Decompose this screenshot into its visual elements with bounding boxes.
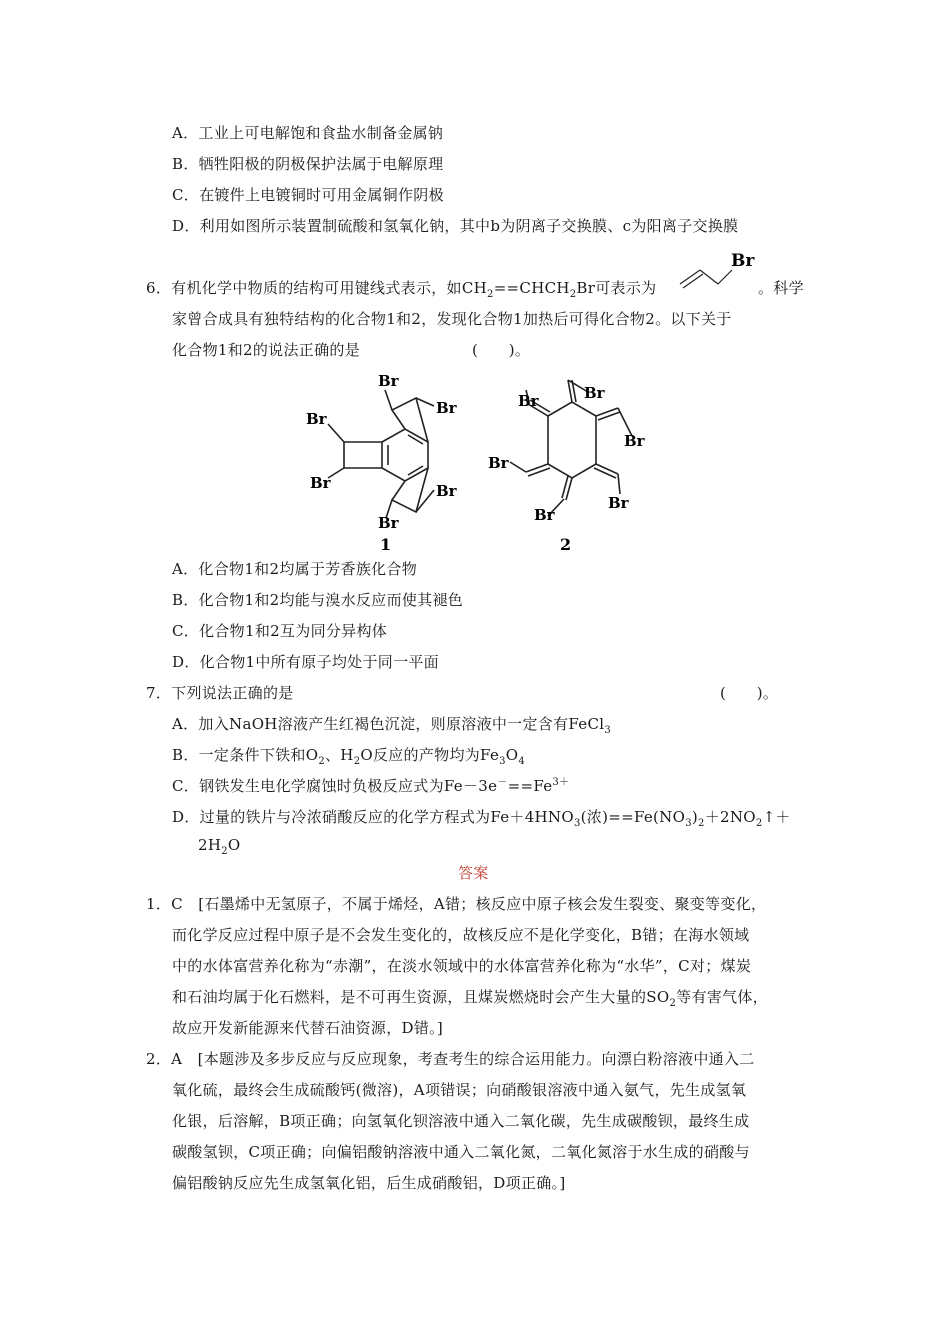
compound-2-br-5: Br — [488, 454, 509, 472]
q7-option-d: D．过量的铁片与冷浓硝酸反应的化学方程式为$Fe+4HNO_3$(浓)$==Fe(NO_3)_2+2NO_2↑+$ — [172, 808, 791, 829]
compound-1-br-5: Br — [436, 482, 457, 500]
q7-answer-bracket: ( )。 — [720, 684, 779, 702]
answers-title: 答案 — [458, 864, 489, 882]
q6-stem-line1: 6．有机化学中物质的结构可用键线式表示，如$CH_2==CHCH_2Br$可表示为 — [146, 279, 657, 300]
answer-2-line-5: 偏铝酸钠反应先生成氢氧化铝，后生成硝酸铝，D项正确。] — [172, 1174, 566, 1192]
compound-2-br-3: Br — [608, 494, 629, 512]
answer-1-line-5: 故应开发新能源来代替石油资源，D错。] — [172, 1019, 444, 1037]
answer-1-line-1: 1．C [石墨烯中无氢原子，不属于烯烃，A错；核反应中原子核会发生裂变、聚变等变化， — [146, 895, 767, 913]
compound-1-br-4: Br — [310, 474, 331, 492]
q5-option-c: C．在镀件上电镀铜时可用金属铜作阴极 — [172, 186, 444, 204]
q6-stem-line2: 家曾合成具有独特结构的化合物1和2，发现化合物1加热后可得化合物2。以下关于 — [172, 310, 732, 328]
compound-2-br-6: Br — [518, 392, 539, 410]
q7-option-a: A．加入NaOH溶液产生红褐色沉淀，则原溶液中一定含有FeCl$_3$ — [172, 715, 611, 736]
compound-1-br-1: Br — [378, 372, 399, 390]
q7-option-b: B．一定条件下铁和$O_2$、$H_2O$反应的产物均为$Fe_3O_4$ — [172, 746, 526, 767]
answer-2-line-4: 碳酸氢钡，C项正确；向偏铝酸钠溶液中通入二氧化氮，二氧化氮溶于水生成的硝酸与 — [172, 1143, 750, 1161]
q5-option-a: A．工业上可电解饱和食盐水制备金属钠 — [172, 124, 444, 142]
skeletal-br-label: Br — [731, 251, 755, 271]
answer-1-line-4: 和石油均属于化石燃料，是不可再生资源，且煤炭燃烧时会产生大量的$SO_2$等有害气体， — [172, 988, 768, 1009]
q6-stem-line3: 化合物1和2的说法正确的是 — [172, 341, 360, 359]
q7-option-d-continued: $2H_2O$ — [198, 836, 241, 857]
answer-1-line-2: 而化学反应过程中原子是不会发生变化的，故核反应不是化学变化，B错；在海水领域 — [172, 926, 750, 944]
q6-option-c: C．化合物1和2互为同分异构体 — [172, 622, 388, 640]
q6-stem-line1-end: 。科学 — [758, 279, 804, 297]
q5-option-d: D．利用如图所示装置制硫酸和氢氧化钠，其中b为阴离子交换膜、c为阳离子交换膜 — [172, 217, 739, 235]
answer-2-line-3: 化银，后溶解，B项正确；向氢氧化钡溶液中通入二氧化碳，先生成碳酸钡，最终生成 — [172, 1112, 750, 1130]
compound-2-br-1: Br — [584, 384, 605, 402]
compound-1-br-6: Br — [378, 514, 399, 532]
compound-1-label: 1 — [380, 535, 392, 554]
allyl-bromide-skeletal-formula — [676, 244, 756, 292]
compound-2-label: 2 — [560, 535, 572, 554]
answer-2-line-2: 氧化硫，最终会生成硫酸钙(微溶)，A项错误；向硝酸银溶液中通入氨气，先生成氢氧 — [172, 1081, 747, 1099]
q6-option-d: D．化合物1中所有原子均处于同一平面 — [172, 653, 439, 671]
compound-2-br-4: Br — [534, 506, 555, 524]
q6-option-b: B．化合物1和2均能与溴水反应而使其褪色 — [172, 591, 464, 609]
answer-1-line-3: 中的水体富营养化称为“赤潮”，在淡水领域中的水体富营养化称为“水华”，C对；煤炭 — [172, 957, 752, 975]
compound-1-br-3: Br — [306, 410, 327, 428]
q7-stem: 7．下列说法正确的是 — [146, 684, 294, 702]
compound-structures-figure — [300, 368, 645, 554]
compound-2-br-2: Br — [624, 432, 645, 450]
answer-2-line-1: 2．A [本题涉及多步反应与反应现象，考查考生的综合运用能力。向漂白粉溶液中通入二 — [146, 1050, 755, 1068]
q7-option-c: C．钢铁发生电化学腐蚀时负极反应式为$Fe-3e^-==Fe^{3+}$ — [172, 777, 570, 795]
compound-1-br-2: Br — [436, 399, 457, 417]
q6-option-a: A．化合物1和2均属于芳香族化合物 — [172, 560, 418, 578]
q5-option-b: B．牺牲阳极的阴极保护法属于电解原理 — [172, 155, 444, 173]
q6-answer-bracket: ( )。 — [472, 341, 531, 359]
compound-1-structure — [328, 390, 434, 518]
